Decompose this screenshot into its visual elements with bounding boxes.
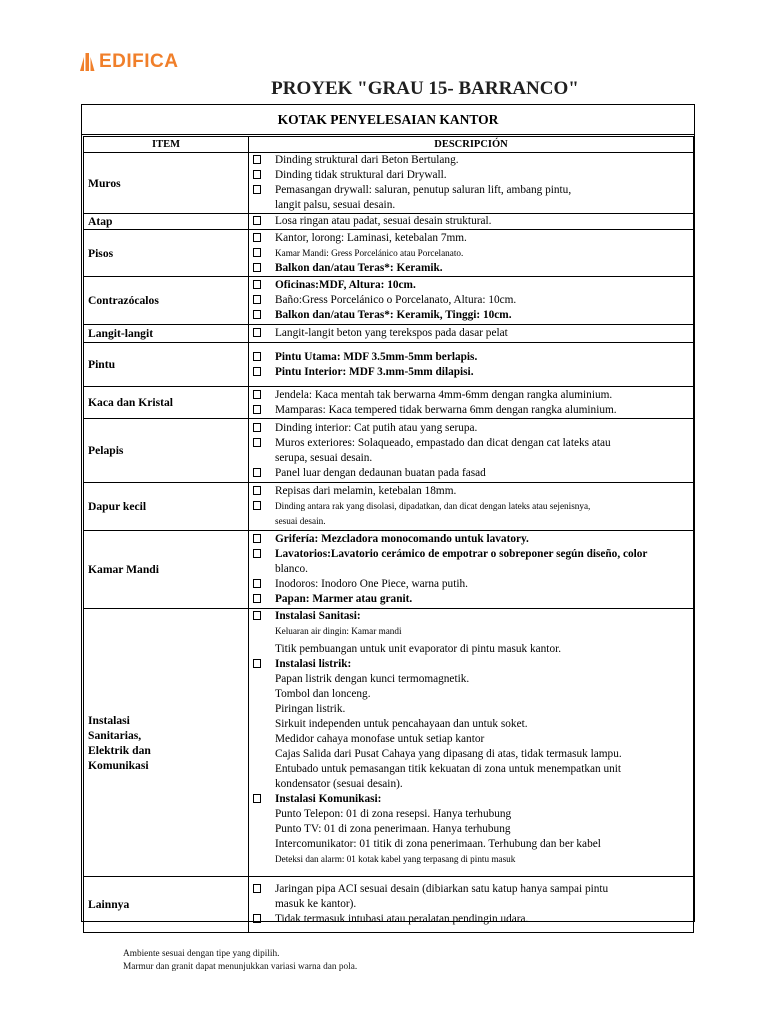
row-item-label: Dapur kecil xyxy=(84,483,249,531)
description-line: Instalasi listrik: xyxy=(275,658,352,670)
description-line: Tidak termasuk intubasi atau peralatan pendingin udara. xyxy=(275,913,529,925)
description-line: Grifería: Mezcladora monocomando untuk lavatory. xyxy=(275,533,529,545)
table-row xyxy=(84,153,694,214)
description-line: Losa ringan atau padat, sesuai desain struktural. xyxy=(275,215,492,227)
description-line: Balkon dan/atau Teras*: Keramik. xyxy=(275,261,443,274)
checkbox-icon xyxy=(253,594,261,603)
description-line: Intercomunikator: 01 titik di zona penerimaan. Terhubung dan ber kabel xyxy=(275,838,601,850)
column-header-description: DESCRIPCIÓN xyxy=(249,137,694,153)
row-item-label: Lainnya xyxy=(84,877,249,933)
description-line: Dinding tidak struktural dari Drywall. xyxy=(275,169,447,181)
checkbox-icon xyxy=(253,549,261,558)
row-description xyxy=(249,531,694,609)
checkbox-icon xyxy=(253,501,261,510)
row-item-label: Pelapis xyxy=(84,419,249,483)
description-line: Mamparas: Kaca tempered tidak berwarna 6mm dengan rangka aluminium. xyxy=(275,403,617,416)
column-header-item: ITEM xyxy=(84,137,249,153)
checkbox-icon xyxy=(253,534,261,543)
checkbox-icon xyxy=(253,794,261,803)
table-row xyxy=(84,483,694,531)
table-row xyxy=(84,230,694,277)
row-description xyxy=(249,877,694,933)
description-line: Kamar Mandi: Gress Porcelánico atau Porcelanato. xyxy=(275,247,464,258)
table-row xyxy=(84,419,694,483)
footnote-line: Ambiente sesuai dengan tipe yang dipilih. xyxy=(123,949,280,959)
checkbox-icon xyxy=(253,310,261,319)
checkbox-icon xyxy=(253,438,261,447)
checkbox-icon xyxy=(253,295,261,304)
table-row xyxy=(84,214,694,230)
description-line: Medidor cahaya monofase untuk setiap kantor xyxy=(275,733,485,745)
checkbox-icon xyxy=(253,659,261,668)
description-line: Jendela: Kaca mentah tak berwarna 4mm-6mm dengan rangka aluminium. xyxy=(275,388,613,401)
row-item-label: Muros xyxy=(84,153,249,214)
description-line: Instalasi Sanitasi: xyxy=(275,610,361,622)
description-line: Papan listrik dengan kunci termomagnetik. xyxy=(275,673,470,685)
checkbox-icon xyxy=(253,352,261,361)
table-row xyxy=(84,877,694,933)
description-line: sesuai desain. xyxy=(275,516,326,526)
checkbox-icon xyxy=(253,884,261,893)
description-line: serupa, sesuai desain. xyxy=(275,451,373,464)
checkbox-icon xyxy=(253,328,261,337)
row-item-label: Langit-langit xyxy=(84,325,249,343)
footnotes xyxy=(123,948,357,974)
row-item-label: Kamar Mandi xyxy=(84,531,249,609)
checkbox-icon xyxy=(253,233,261,242)
project-title: PROYEK "GRAU 15- BARRANCO" xyxy=(271,78,579,99)
row-item-label: Atap xyxy=(84,214,249,230)
description-line: Dinding antara rak yang disolasi, dipadatkan, dan dicat dengan lateks atau sejenisnya, xyxy=(275,501,591,511)
description-line: Langit-langit beton yang terekspos pada dasar pelat xyxy=(275,327,508,339)
table-header-row xyxy=(84,137,694,153)
row-description xyxy=(249,609,694,877)
description-line: Dinding interior: Cat putih atau yang serupa. xyxy=(275,421,478,434)
description-line: Muros exteriores: Solaqueado, empastado dan dicat dengan cat lateks atau xyxy=(275,436,611,449)
row-description xyxy=(249,387,694,419)
description-line: Punto Telepon: 01 di zona resepsi. Hanya terhubung xyxy=(275,808,512,820)
description-line: langit palsu, sesuai desain. xyxy=(275,199,396,211)
checkbox-icon xyxy=(253,579,261,588)
finishes-box xyxy=(81,104,695,925)
description-line: Repisas dari melamin, ketebalan 18mm. xyxy=(275,485,457,497)
checkbox-icon xyxy=(253,390,261,399)
edifica-logo-text: EDIFICA xyxy=(99,51,179,72)
table-row xyxy=(84,387,694,419)
row-description xyxy=(249,419,694,483)
checkbox-icon xyxy=(253,280,261,289)
description-line: Sirkuit independen untuk pencahayaan dan untuk soket. xyxy=(275,718,528,730)
edifica-logo-icon xyxy=(80,53,96,71)
row-item-label: Contrazócalos xyxy=(84,277,249,325)
checkbox-icon xyxy=(253,423,261,432)
row-description xyxy=(249,230,694,277)
description-line: Inodoros: Inodoro One Piece, warna putih. xyxy=(275,578,468,590)
checkbox-icon xyxy=(253,914,261,923)
description-line: Balkon dan/atau Teras*: Keramik, Tinggi: 10cm. xyxy=(275,309,512,321)
row-item-label: Pisos xyxy=(84,230,249,277)
description-line: kondensator (sesuai desain). xyxy=(275,778,403,790)
row-description xyxy=(249,343,694,387)
box-title: KOTAK PENYELESAIAN KANTOR xyxy=(82,105,694,135)
description-line: Baño:Gress Porcelánico o Porcelanato, Altura: 10cm. xyxy=(275,294,517,306)
checkbox-icon xyxy=(253,170,261,179)
checkbox-icon xyxy=(253,263,261,272)
checkbox-icon xyxy=(253,405,261,414)
description-line: Kantor, lorong: Laminasi, ketebalan 7mm. xyxy=(275,231,467,244)
description-line: blanco. xyxy=(275,563,308,575)
finishes-table xyxy=(83,136,694,933)
row-description xyxy=(249,214,694,230)
description-line: Cajas Salida dari Pusat Cahaya yang dipasang di atas, tidak termasuk lampu. xyxy=(275,748,622,760)
description-line: Deteksi dan alarm: 01 kotak kabel yang terpasang di pintu masuk xyxy=(275,854,516,864)
row-description xyxy=(249,153,694,214)
checkbox-icon xyxy=(253,468,261,477)
description-line: Dinding struktural dari Beton Bertulang. xyxy=(275,154,459,166)
description-line: Piringan listrik. xyxy=(275,703,346,715)
table-row xyxy=(84,325,694,343)
checkbox-icon xyxy=(253,216,261,225)
checkbox-icon xyxy=(253,155,261,164)
table-row xyxy=(84,609,694,877)
checkbox-icon xyxy=(253,486,261,495)
checkbox-icon xyxy=(253,367,261,376)
description-line: Jaringan pipa ACI sesuai desain (dibiarkan satu katup hanya sampai pintu xyxy=(275,883,609,895)
footnote-line: Marmur dan granit dapat menunjukkan variasi warna dan pola. xyxy=(123,962,358,972)
description-line: Pemasangan drywall: saluran, penutup saluran lift, ambang pintu, xyxy=(275,184,572,196)
description-line: Lavatorios:Lavatorio cerámico de empotrar o sobreponer según diseño, color xyxy=(275,548,648,560)
table-row xyxy=(84,531,694,609)
description-line: Entubado untuk pemasangan titik kekuatan di zona untuk menempatkan unit xyxy=(275,763,622,775)
row-item-label: Pintu xyxy=(84,343,249,387)
row-description xyxy=(249,277,694,325)
edifica-logo xyxy=(80,52,179,72)
checkbox-icon xyxy=(253,185,261,194)
row-description xyxy=(249,483,694,531)
description-line: Punto TV: 01 di zona penerimaan. Hanya terhubung xyxy=(275,823,511,835)
table-row xyxy=(84,343,694,387)
description-line: Papan: Marmer atau granit. xyxy=(275,593,413,605)
checkbox-icon xyxy=(253,611,261,620)
description-line: masuk ke kantor). xyxy=(275,898,357,910)
description-line: Instalasi Komunikasi: xyxy=(275,793,382,805)
row-description xyxy=(249,325,694,343)
table-row xyxy=(84,277,694,325)
description-line: Oficinas:MDF, Altura: 10cm. xyxy=(275,279,416,291)
row-item-label: Instalasi Sanitarias, Elektrik dan Komunikasi xyxy=(84,609,249,877)
description-line: Tombol dan lonceng. xyxy=(275,688,371,700)
description-line: Panel luar dengan dedaunan buatan pada fasad xyxy=(275,466,486,479)
checkbox-icon xyxy=(253,248,261,257)
description-line: Pintu Utama: MDF 3.5mm-5mm berlapis. xyxy=(275,350,478,363)
description-line: Pintu Interior: MDF 3.mm-5mm dilapisi. xyxy=(275,365,474,378)
description-line: Keluaran air dingin: Kamar mandi xyxy=(275,626,402,636)
description-line: Titik pembuangan untuk unit evaporator di pintu masuk kantor. xyxy=(275,643,562,655)
row-item-label: Kaca dan Kristal xyxy=(84,387,249,419)
